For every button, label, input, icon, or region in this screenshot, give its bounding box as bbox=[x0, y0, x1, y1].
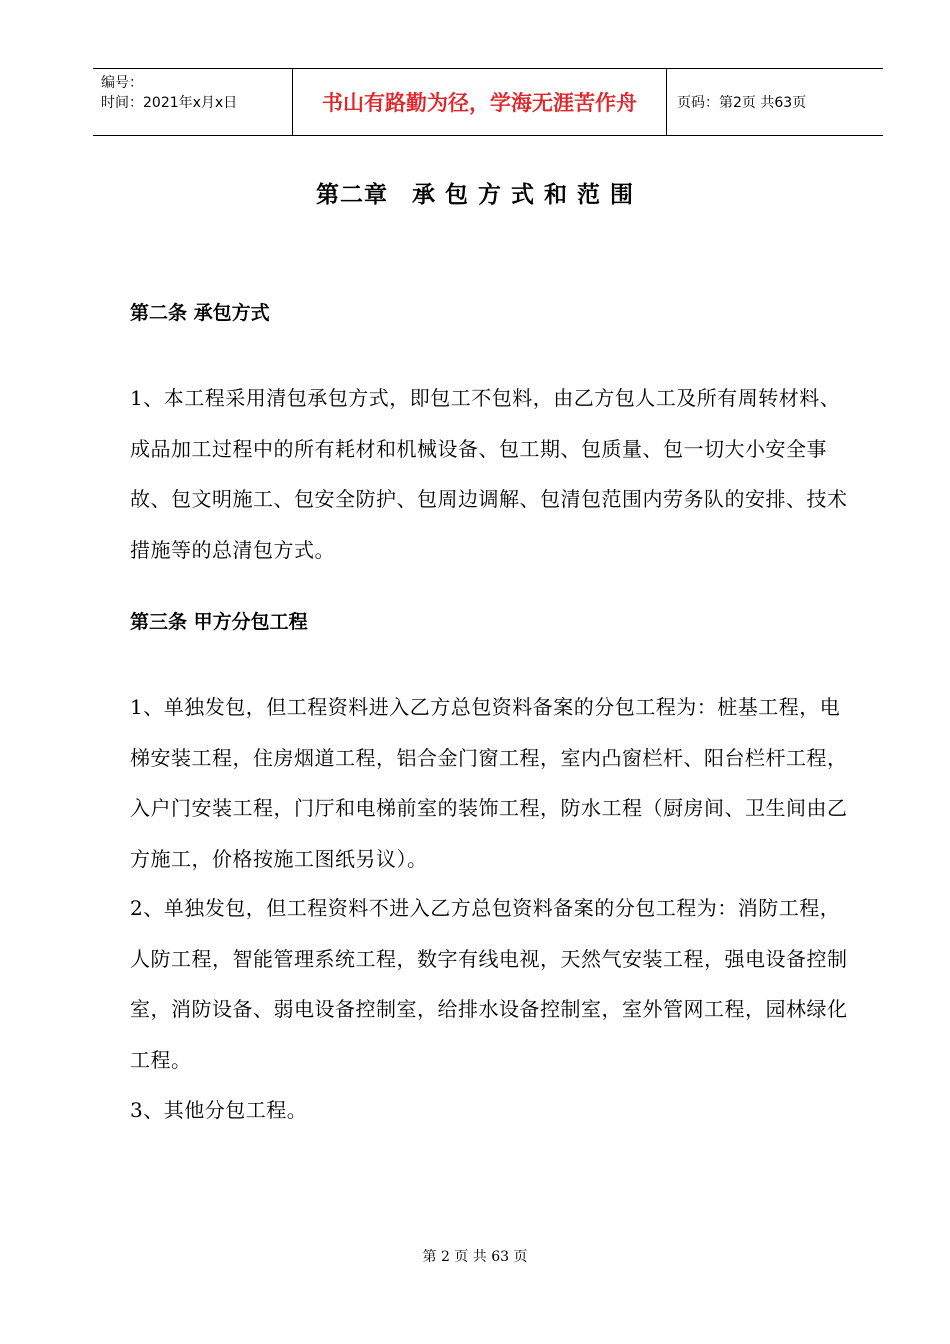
paragraph-article-3-item-2: 2、单独发包，但工程资料不进入乙方总包资料备案的分包工程为：消防工程，人防工程，智能管理系统工程，数字有线电视，天然气安装工程，强电设备控制室，消防设备、弱电设备控制室，给排水设备控制室，室外管网工程，园林绿化工程。 bbox=[130, 896, 848, 1072]
time-label: 时间：2021年x月x日 bbox=[101, 95, 238, 111]
paragraph-article-2-item-1: 1、本工程采用清包承包方式，即包工不包料，由乙方包人工及所有周转材料、成品加工过程中的所有耗材和机械设备、包工期、包质量、包一切大小安全事故、包文明施工、包安全防护、包周边调解、包清包范围内劳务队的安排、技术措施等的总清包方式。 bbox=[130, 386, 848, 562]
paragraph-article-3-item-3: 3、其他分包工程。 bbox=[130, 1098, 308, 1122]
header-meta bbox=[93, 69, 293, 135]
header-motto: 书山有路勤为径，学海无涯苦作舟 bbox=[293, 69, 667, 135]
page-footer: 第 2 页 共 63 页 bbox=[422, 1249, 528, 1265]
doc-number-label: 编号： bbox=[101, 75, 143, 91]
header-page-code: 页码：第2页 共63页 bbox=[677, 95, 807, 111]
page-header bbox=[93, 68, 883, 136]
chapter-title: 第二章 承 包 方 式 和 范 围 bbox=[315, 182, 635, 208]
section-heading-article-3: 第三条 甲方分包工程 bbox=[130, 611, 308, 633]
paragraph-article-3-item-1: 1、单独发包，但工程资料进入乙方总包资料备案的分包工程为：桩基工程，电梯安装工程，住房烟道工程，铝合金门窗工程，室内凸窗栏杆、阳台栏杆工程，入户门安装工程，门厅和电梯前室的装饰工程，防水工程（厨房间、卫生间由乙方施工，价格按施工图纸另议）。 bbox=[130, 695, 848, 871]
section-heading-article-2: 第二条 承包方式 bbox=[130, 302, 270, 324]
